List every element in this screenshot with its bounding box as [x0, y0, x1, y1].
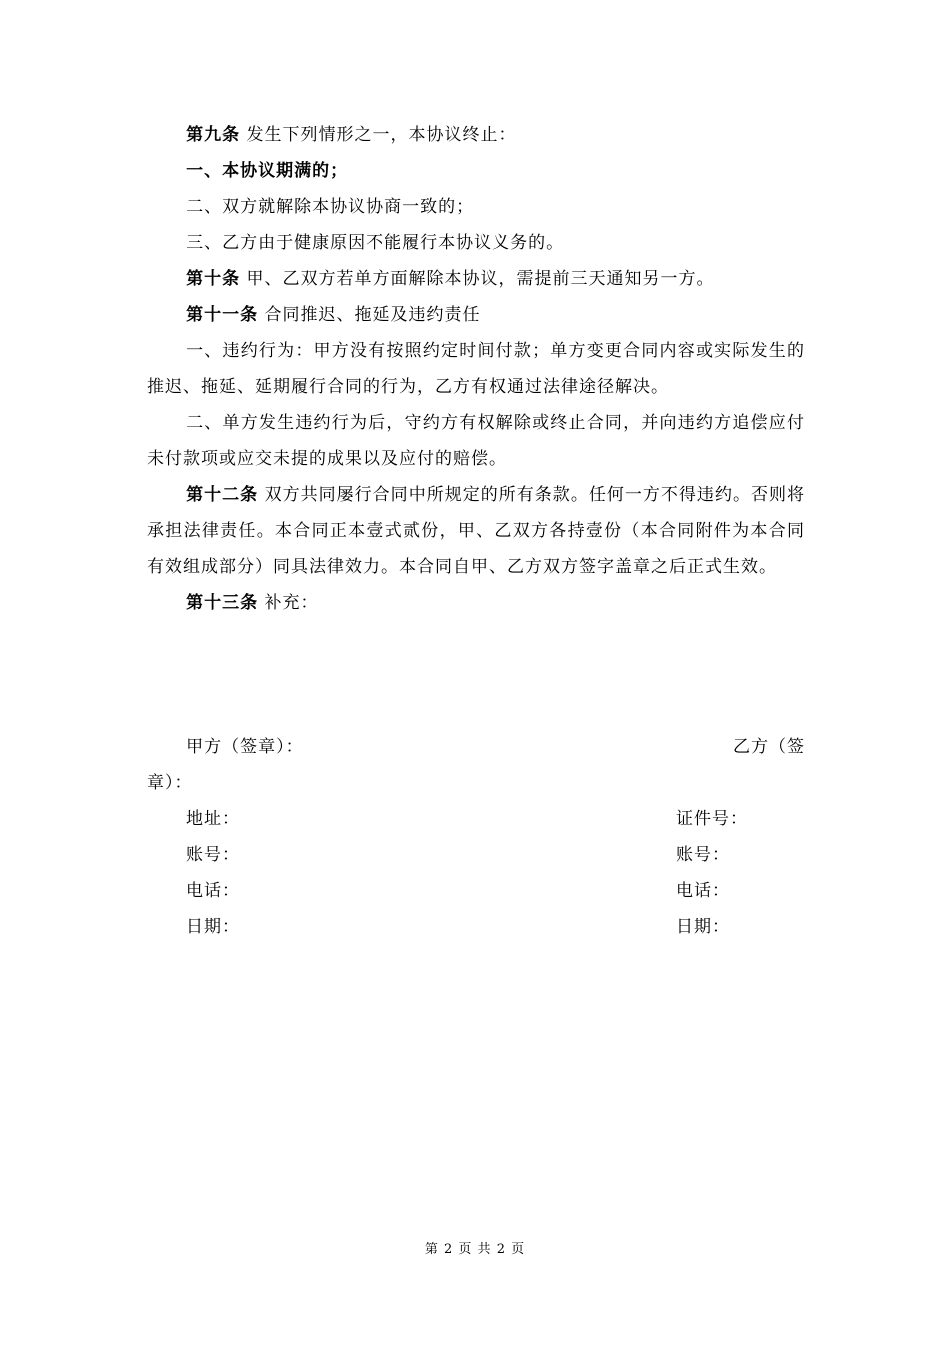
party-b-id-label: 证件号：: [676, 809, 748, 829]
article-13-heading: 第十三条: [186, 593, 259, 613]
article-11-heading: 第十一条: [186, 305, 259, 325]
article-12-heading: 第十二条: [186, 485, 259, 505]
signature-party-line: [147, 729, 805, 765]
contract-body: [147, 117, 805, 945]
article-11-item-2: 二、单方发生违约行为后，守约方有权解除或终止合同，并向违约方追偿应付未付款项或应交未提的成果以及应付的赔偿。: [147, 413, 805, 469]
article-9-item-1: 一、本协议期满的；: [186, 161, 349, 181]
article-13-text: 补充：: [258, 593, 319, 613]
party-b-date-label: 日期：: [676, 917, 730, 937]
signature-row: [147, 873, 805, 909]
article-9-text: 发生下列情形之一，本协议终止：: [240, 125, 517, 145]
article-9-item-2: 二、双方就解除本协议协商一致的；: [186, 197, 475, 217]
article-11-text: 合同推迟、拖延及违约责任: [258, 305, 481, 325]
party-a-account-label: 账号：: [186, 845, 240, 865]
signature-row: [147, 909, 805, 945]
signature-row: [147, 837, 805, 873]
party-a-phone-label: 电话：: [186, 881, 240, 901]
article-9: [147, 117, 805, 153]
party-b-signature-label-wrap: [147, 765, 805, 801]
party-b-signature-label-part1: 乙方（签: [733, 737, 805, 757]
article-10-text: 甲、乙双方若单方面解除本协议，需提前三天通知另一方。: [240, 269, 715, 289]
article-9-item-3: 三、乙方由于健康原因不能履行本协议义务的。: [186, 233, 565, 253]
party-b-signature-label-part2: 章）：: [147, 773, 193, 793]
signature-row: [147, 801, 805, 837]
party-a-signature-label: 甲方（签章）：: [186, 737, 304, 757]
signature-details: [147, 801, 805, 945]
party-a-address-label: 地址：: [186, 809, 240, 829]
article-12: [147, 477, 805, 585]
blank-space: [147, 621, 805, 729]
article-9-heading: 第九条: [186, 125, 241, 145]
party-a-date-label: 日期：: [186, 917, 240, 937]
page-number-footer: 第 2 页 共 2 页: [424, 1242, 526, 1257]
article-11: [147, 297, 805, 333]
article-10: [147, 261, 805, 297]
party-b-phone-label: 电话：: [676, 881, 730, 901]
article-10-heading: 第十条: [186, 269, 241, 289]
party-b-account-label: 账号：: [676, 845, 730, 865]
article-13: [147, 585, 805, 621]
article-12-text: 双方共同屡行合同中所规定的所有条款。任何一方不得违约。否则将承担法律责任。本合同正本壹式贰份，甲、乙双方各持壹份（本合同附件为本合同有效组成部分）同具法律效力。本合同自甲、乙方双方签字盖章之后正式生效。: [147, 485, 805, 577]
article-11-item-1: 一、违约行为：甲方没有按照约定时间付款；单方变更合同内容或实际发生的推迟、拖延、延期履行合同的行为，乙方有权通过法律途径解决。: [147, 341, 805, 397]
